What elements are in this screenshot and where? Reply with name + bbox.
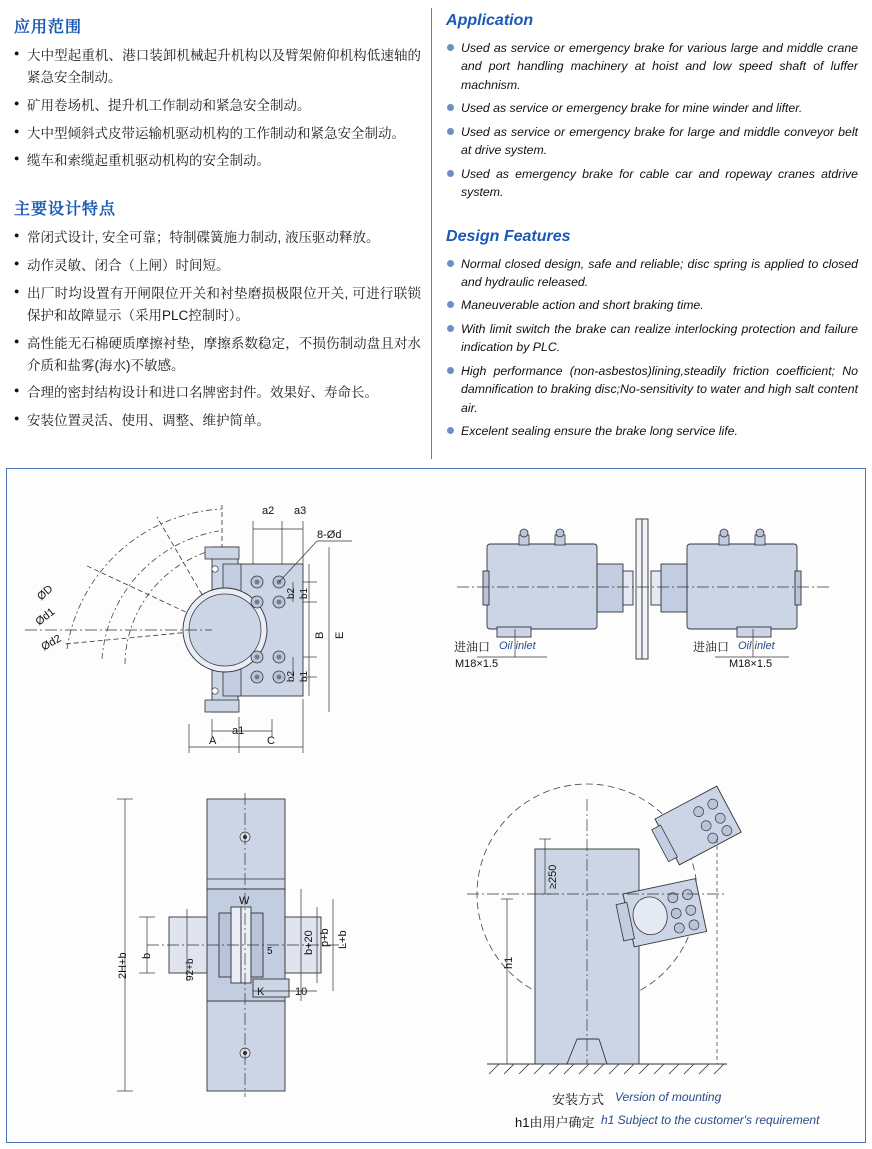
list-item: With limit switch the brake can realize interlocking protection and failure indication by PLC. xyxy=(446,320,858,357)
label-10: 10 xyxy=(295,986,308,998)
english-design-heading: Design Features xyxy=(446,227,571,245)
label-A: A xyxy=(209,735,217,747)
chinese-design-list xyxy=(14,227,421,432)
label-C: C xyxy=(267,735,275,747)
list-item: ● 常闭式设计, 安全可靠；特制碟簧施力制动, 液压驱动释放。 xyxy=(14,227,421,249)
label-B: B xyxy=(314,631,326,639)
text-section xyxy=(0,0,872,465)
chinese-column xyxy=(6,8,432,459)
label-min-250: ≥250 xyxy=(547,864,559,889)
label-oil-inlet-en-left: Oil inlet xyxy=(499,640,536,652)
english-application-list xyxy=(446,39,858,202)
list-item: High performance (non-asbestos)lining,steadily friction coefficient; No damnification to braking disc;No-sensitivity to water and high salt content air. xyxy=(446,362,858,417)
label-h1: h1 xyxy=(503,956,515,969)
english-design-list xyxy=(446,255,858,441)
list-item: ● 矿用卷场机、提升机工作制动和紧急安全制动。 xyxy=(14,95,421,117)
label-b: b xyxy=(141,952,153,959)
caption-mounting-cn: 安装方式 xyxy=(552,1092,605,1107)
list-item: Used as emergency brake for cable car and ropeway cranes atdrive system. xyxy=(446,165,858,202)
label-b2-top: b2 xyxy=(286,587,297,599)
label-a3: a3 xyxy=(294,505,307,517)
label-W: W xyxy=(239,895,250,907)
figure-side-view xyxy=(437,479,857,729)
label-92-plus-b: 92+b xyxy=(185,958,196,981)
label-diameter-d2: Ød2 xyxy=(39,632,64,654)
list-item: Normal closed design, safe and reliable; disc spring is applied to closed and hydraulic released. xyxy=(446,255,858,292)
list-item: Excelent sealing ensure the brake long service life. xyxy=(446,422,858,440)
list-item: Used as service or emergency brake for various large and middle crane and port handling machinery at hoist and low speed shaft of luffer machnism. xyxy=(446,39,858,94)
label-thread-right: M18×1.5 xyxy=(729,658,773,670)
chinese-application-list xyxy=(14,45,421,172)
label-oil-inlet-cn-right: 进油口 xyxy=(693,640,730,654)
label-a2: a2 xyxy=(262,505,275,517)
list-item: ● 缆车和索缆起重机驱动机构的安全制动。 xyxy=(14,150,421,172)
figure-plan-view xyxy=(17,779,417,1109)
list-item: ● 出厂时均设置有开闸限位开关和衬垫磨损极限位开关, 可进行联锁保护和故障显示（采用PLC控制时）。 xyxy=(14,283,421,327)
english-application-heading: Application xyxy=(446,12,534,29)
list-item: ● 高性能无石棉硬质摩擦衬垫，摩擦系数稳定，不损伤制动盘且对水介质和盐雾(海水)不敏感。 xyxy=(14,333,421,377)
list-item: Used as service or emergency brake for mine winder and lifter. xyxy=(446,99,858,117)
caption-mounting-en: Version of mounting xyxy=(615,1090,722,1104)
figure-mounting-arrangement xyxy=(427,779,847,1109)
label-b2-bottom: b2 xyxy=(286,670,297,682)
chinese-design-heading: 主要设计特点 xyxy=(14,201,117,219)
note-h1-cn: h1由用户确定 xyxy=(515,1115,595,1130)
label-b1-top: b1 xyxy=(299,587,310,599)
figure-front-view xyxy=(7,469,437,759)
label-L-plus-b: L+b xyxy=(337,930,349,949)
label-oil-inlet-cn-left: 进油口 xyxy=(454,640,491,654)
list-item: ● 大中型倾斜式皮带运输机驱动机构的工作制动和紧急安全制动。 xyxy=(14,123,421,145)
label-K: K xyxy=(257,986,265,998)
label-thread-left: M18×1.5 xyxy=(455,658,499,670)
label-p-plus-b: p+b xyxy=(319,928,331,947)
technical-drawings-panel xyxy=(6,468,866,1143)
label-2H-plus-b: 2H+b xyxy=(117,952,129,979)
label-diameter-D: ØD xyxy=(35,583,56,603)
label-5: 5 xyxy=(267,946,273,957)
label-b1-bottom: b1 xyxy=(299,670,310,682)
list-item: Maneuverable action and short braking time. xyxy=(446,296,858,314)
label-hole-count: 8-Ød xyxy=(317,529,342,541)
label-diameter-d1: Ød1 xyxy=(33,605,58,629)
list-item: ● 动作灵敏、闭合（上闸）时间短。 xyxy=(14,255,421,277)
note-h1-en: h1 Subject to the customer's requirement xyxy=(601,1113,820,1127)
label-b-plus-20: b+20 xyxy=(303,930,315,955)
list-item: ● 大中型起重机、港口装卸机械起升机构以及臂架俯仰机构低速轴的紧急安全制动。 xyxy=(14,45,421,89)
list-item: ● 安装位置灵活、使用、调整、维护简单。 xyxy=(14,410,421,432)
label-E: E xyxy=(334,631,346,639)
list-item: ● 合理的密封结构设计和进口名牌密封件。效果好、寿命长。 xyxy=(14,382,421,404)
list-item: Used as service or emergency brake for large and middle conveyor belt at drive system. xyxy=(446,123,858,160)
english-column xyxy=(432,8,866,459)
label-oil-inlet-en-right: Oil inlet xyxy=(738,640,775,652)
chinese-application-heading: 应用范围 xyxy=(14,19,83,36)
label-a1: a1 xyxy=(232,725,245,737)
